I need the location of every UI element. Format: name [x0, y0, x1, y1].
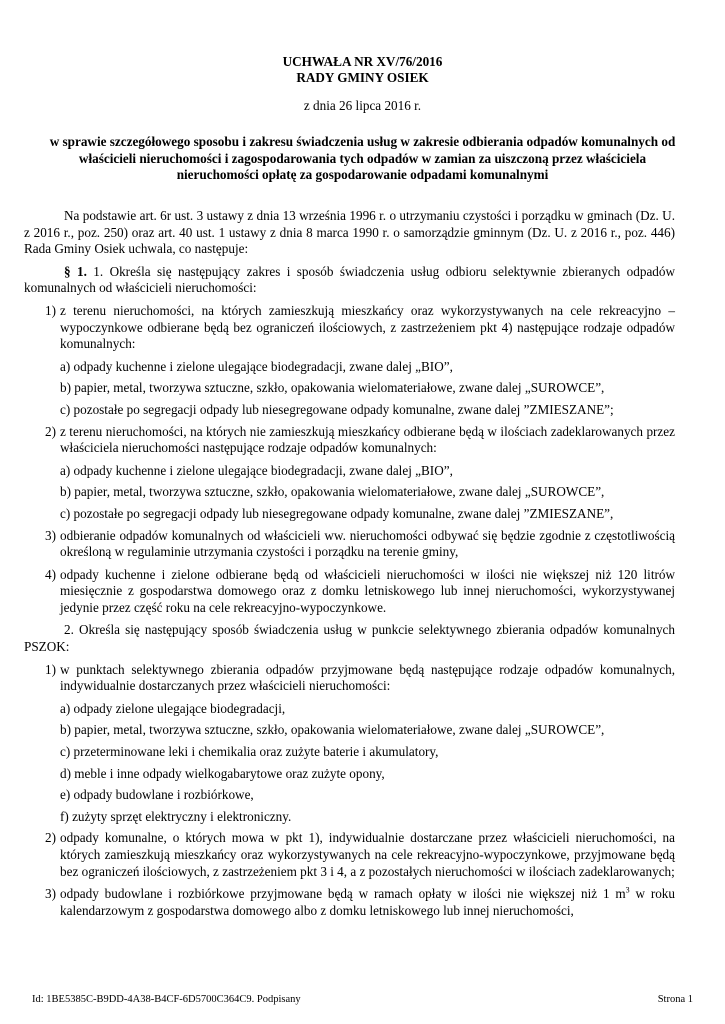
list-subitem: d) meble i inne odpady wielkogabarytowe oraz zużyte opony, — [60, 765, 385, 781]
superscript: 3 — [625, 885, 630, 895]
list-item — [24, 528, 675, 561]
resolution-title — [0, 54, 725, 86]
section-1-list — [24, 303, 675, 617]
list-item-number: 1) — [45, 302, 56, 318]
list-subitem: f) zużyty sprzęt elektryczny i elektroniczny. — [60, 808, 292, 824]
footer-page-number: Strona 1 — [657, 994, 693, 1005]
resolution-subject: w sprawie szczegółowego sposobu i zakresu świadczenia usług w zakresie odbierania odpadów komunalnych od właścicieli nieruchomości i zagospodarowania tych odpadów w zamian za uiszczoną przez właściciela nieruchomości opłatę za gospodarowanie odpadami komunalnymi — [49, 134, 676, 183]
list-item-text: z terenu nieruchomości, na których nie zamieszkują mieszkańcy odbierane będą w ilościach zadeklarowanych przez właściciela nieruchomości następujące rodzaje odpadów komunalnych: — [60, 423, 675, 456]
section-1-point-2-paragraph: 2. Określa się następujący sposób świadczenia usług w punkcie selektywnego zbierania odpadów komunalnych PSZOK: — [24, 622, 675, 655]
list-subitem: a) odpady zielone ulegające biodegradacji, — [60, 700, 286, 716]
list-item-text: odpady kuchenne i zielone odbierane będą od właścicieli nieruchomości w ilości nie większej niż 120 litrów miesięcznie z gospodarstwa domowego oraz z domku letniskowego lub innej nieruchomości, wykorzystywanej jedynie przez część roku na cele rekreacyjno-wypoczynkowe. — [60, 566, 675, 615]
list-item-text: odbieranie odpadów komunalnych od właścicieli ww. nieruchomości odbywać się będzie zgodnie z częstotliwością określoną w regulaminie utrzymania czystości i porządku na terenie gminy, — [60, 527, 675, 560]
section-1-label: § 1. — [64, 263, 87, 279]
list-item — [24, 567, 675, 617]
list-item-number: 1) — [45, 661, 56, 677]
section-1-point-2-list — [24, 662, 675, 881]
intro-paragraph: Na podstawie art. 6r ust. 3 ustawy z dnia 13 września 1996 r. o utrzymaniu czystości i porządku w gminach (Dz. U. z 2016 r., poz. 250) oraz art. 40 ust. 1 ustawy z dnia 8 marca 1990 r. o samorządzie gminnym (Dz. U. z 2016 r., poz. 446) Rada Gminy Osiek uchwala, co następuje: — [24, 208, 675, 257]
resolution-date: z dnia 26 lipca 2016 r. — [303, 98, 422, 113]
list-item — [24, 424, 675, 457]
list-item — [24, 886, 675, 919]
list-item-text-part: odpady budowlane i rozbiórkowe przyjmowane będą w ramach opłaty w ilości nie większej niż 1 m — [60, 886, 626, 902]
list-subitem: b) papier, metal, tworzywa sztuczne, szkło, opakowania wielomateriałowe, zwane dalej „SUROWCE”, — [60, 484, 605, 500]
list-item — [24, 303, 675, 353]
title-line-1: UCHWAŁA NR XV/76/2016 — [282, 54, 443, 69]
list-item-text: odpady komunalne, o których mowa w pkt 1), indywidualnie dostarczane przez właścicieli nieruchomości, na których zamieszkują mieszkańcy oraz wykorzystywanych na cele rekreacyjno-wypoczynkowe, przyjmowane będą bez ograniczeń ilościowych, z zastrzeżeniem pkt 3 i 4, a z pozostałych nieruchomości w ilościach zadeklarowanych; — [60, 830, 675, 879]
list-item-text — [60, 886, 675, 918]
list-item-number: 4) — [45, 566, 56, 582]
title-line-2: RADY GMINY OSIEK — [296, 70, 429, 85]
list-subitem: c) pozostałe po segregacji odpady lub niesegregowane odpady komunalne, zwane dalej ”ZMIESZANE”, — [60, 505, 614, 521]
list-item-number: 3) — [45, 527, 56, 543]
list-subitem: c) pozostałe po segregacji odpady lub niesegregowane odpady komunalne, zwane dalej ”ZMIESZANE”; — [60, 401, 614, 417]
document-body — [24, 208, 675, 925]
list-subitem: b) papier, metal, tworzywa sztuczne, szkło, opakowania wielomateriałowe, zwane dalej „SUROWCE”, — [60, 380, 605, 396]
list-item-number: 2) — [45, 423, 56, 439]
list-subitem: b) papier, metal, tworzywa sztuczne, szkło, opakowania wielomateriałowe, zwane dalej „SUROWCE”, — [60, 722, 605, 738]
list-item — [24, 830, 675, 880]
list-item-text-part: w roku kalendarzowym z gospodarstwa domowego albo z domku letniskowego lub innej nieruchomości, — [60, 886, 675, 918]
list-subitem: c) przeterminowane leki i chemikalia oraz zużyte baterie i akumulatory, — [60, 744, 439, 760]
list-item — [24, 662, 675, 695]
section-1-text: 1. Określa się następujący zakres i sposób świadczenia usług odbioru selektywnie zbieranych odpadów komunalnych od właścicieli nieruchomości: — [24, 263, 676, 296]
footer-document-id: Id: 1BE5385C-B9DD-4A38-B4CF-6D5700C364C9. Podpisany — [32, 994, 301, 1005]
section-1-paragraph — [24, 264, 675, 297]
list-subitem: a) odpady kuchenne i zielone ulegające biodegradacji, zwane dalej „BIO”, — [60, 358, 453, 374]
list-item-number: 2) — [45, 830, 56, 846]
list-subitem: e) odpady budowlane i rozbiórkowe, — [60, 787, 254, 803]
list-item-text: w punktach selektywnego zbierania odpadów przyjmowane będą następujące rodzaje odpadów komunalnych, indywidualnie dostarczanych przez właścicieli nieruchomości: — [60, 661, 675, 694]
list-subitem: a) odpady kuchenne i zielone ulegające biodegradacji, zwane dalej „BIO”, — [60, 462, 453, 478]
list-item-number: 3) — [45, 886, 56, 902]
list-item-text: z terenu nieruchomości, na których zamieszkują mieszkańcy oraz wykorzystywanych na cele rekreacyjno – wypoczynkowe odbierane będą bez ograniczeń ilościowych, z zastrzeżeniem pkt 4) następujące rodzaje odpadów komunalnych: — [60, 302, 675, 352]
